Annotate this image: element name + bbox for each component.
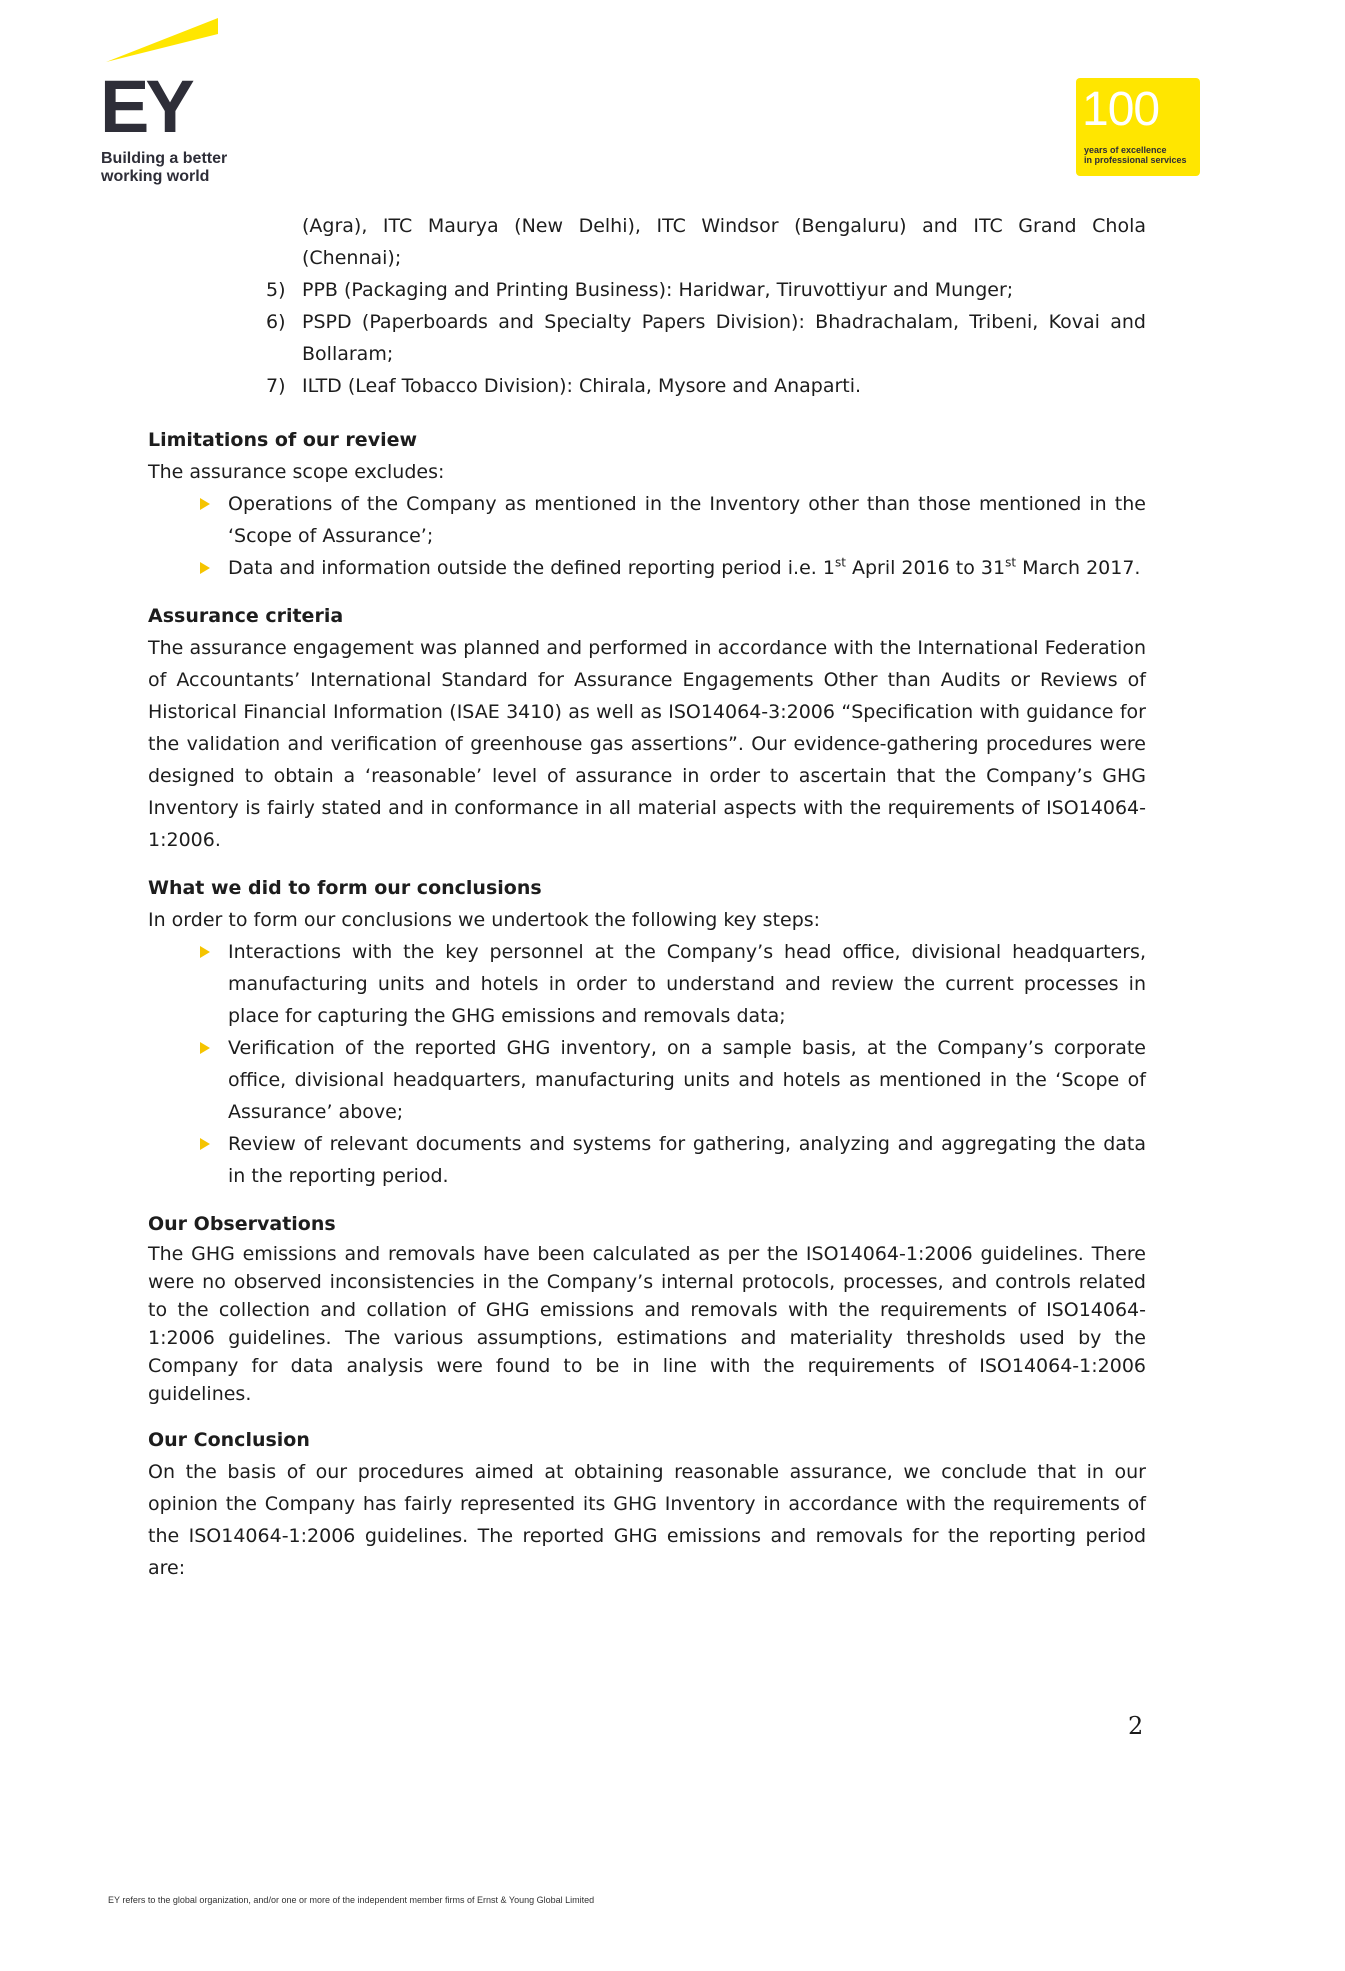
steps-section bbox=[148, 872, 1146, 1192]
superscript: st bbox=[834, 555, 846, 570]
tagline-line-2: working world bbox=[101, 168, 210, 185]
page-number: 2 bbox=[1128, 1712, 1144, 1740]
section-intro: The assurance scope excludes: bbox=[148, 461, 445, 483]
locations-list bbox=[148, 210, 1146, 402]
ey-beam-icon bbox=[100, 18, 220, 66]
observations-section bbox=[148, 1208, 1146, 1408]
section-paragraph: The assurance engagement was planned and performed in accordance with the International Federation of Accountants’ International Standard for Assurance Engagements Other than Audits or Reviews of Historical Financial Information (ISAE 3410) as well as ISO14064-3:2006 “Specification with guidance for the validation and verification of greenhouse gas assertions”. Our evidence-gathering procedures were designed to obtain a ‘reasonable’ level of assurance in order to ascertain that the Company’s GHG Inventory is fairly stated and in conformance in all material aspects with the requirements of ISO14064-1:2006. bbox=[148, 637, 1146, 851]
badge-caption-line-2: in professional services bbox=[1084, 155, 1187, 165]
section-intro: In order to form our conclusions we undertook the following key steps: bbox=[148, 909, 821, 931]
document-body bbox=[148, 210, 1146, 1584]
list-item bbox=[302, 210, 1146, 274]
list-number: 5) bbox=[266, 279, 286, 301]
conclusion-section bbox=[148, 1424, 1146, 1584]
list-item-text: PSPD (Paperboards and Specialty Papers Division): Bhadrachalam, Tribeni, Kovai and Bollaram; bbox=[302, 311, 1146, 365]
steps-list bbox=[148, 936, 1146, 1192]
list-number: 7) bbox=[266, 375, 286, 397]
list-item-text-a: Data and information outside the defined reporting period i.e. 1 bbox=[228, 557, 835, 579]
anniversary-badge bbox=[1076, 78, 1200, 176]
criteria-section bbox=[148, 600, 1146, 856]
list-item-text: Verification of the reported GHG inventory, on a sample basis, at the Company’s corporate office, divisional headquarters, manufacturing units and hotels as mentioned in the ‘Scope of Assurance’ above; bbox=[228, 1037, 1146, 1123]
section-heading: Assurance criteria bbox=[148, 605, 344, 627]
bullet-arrow-icon bbox=[200, 498, 210, 510]
tagline-line-1: Building a better bbox=[101, 150, 228, 167]
ey-logo bbox=[100, 18, 250, 193]
list-item bbox=[228, 552, 1146, 584]
badge-number: 100 bbox=[1082, 83, 1160, 136]
list-item bbox=[266, 306, 1146, 370]
list-item-text: Review of relevant documents and systems for gathering, analyzing and aggregating the data in the reporting period. bbox=[228, 1133, 1146, 1187]
ey-logo-text: EY bbox=[100, 65, 191, 148]
section-paragraph: On the basis of our procedures aimed at obtaining reasonable assurance, we conclude that in our opinion the Company has fairly represented its GHG Inventory in accordance with the requirements of the ISO14064-1:2006 guidelines. The reported GHG emissions and removals for the reporting period are: bbox=[148, 1461, 1146, 1579]
list-item-text-c: March 2017. bbox=[1016, 557, 1141, 579]
list-item-text: (Agra), ITC Maurya (New Delhi), ITC Windsor (Bengaluru) and ITC Grand Chola (Chennai); bbox=[302, 215, 1146, 269]
list-item bbox=[228, 936, 1146, 1032]
list-item-text: Operations of the Company as mentioned in the Inventory other than those mentioned in the ‘Scope of Assurance’; bbox=[228, 493, 1146, 547]
bullet-arrow-icon bbox=[200, 946, 210, 958]
badge-caption-line-1: years of excellence bbox=[1084, 145, 1167, 155]
list-item-text: Interactions with the key personnel at the Company’s head office, divisional headquarters, manufacturing units and hotels in order to understand and review the current processes in place for capturing the GHG emissions and removals data; bbox=[228, 941, 1146, 1027]
list-item bbox=[228, 1128, 1146, 1192]
badge-caption bbox=[1084, 145, 1196, 165]
bullet-arrow-icon bbox=[200, 1042, 210, 1054]
section-heading: Limitations of our review bbox=[148, 429, 418, 451]
list-item-text-b: April 2016 to 31 bbox=[845, 557, 1006, 579]
list-item-text: ILTD (Leaf Tobacco Division): Chirala, Mysore and Anaparti. bbox=[302, 375, 862, 397]
list-item bbox=[228, 1032, 1146, 1128]
footer-disclaimer: EY refers to the global organization, and/or one or more of the independent member firms of Ernst & Young Global Limited bbox=[108, 1895, 595, 1905]
bullet-arrow-icon bbox=[200, 1138, 210, 1150]
list-item bbox=[266, 370, 1146, 402]
list-item bbox=[266, 274, 1146, 306]
list-number: 6) bbox=[266, 311, 286, 333]
limitations-list bbox=[148, 488, 1146, 584]
superscript: st bbox=[1005, 555, 1017, 570]
section-paragraph: The GHG emissions and removals have been calculated as per the ISO14064-1:2006 guidelines. There were no observed inconsistencies in the Company’s internal protocols, processes, and controls related to the collection and collation of GHG emissions and removals with the requirements of ISO14064-1:2006 guidelines. The various assumptions, estimations and materiality thresholds used by the Company for data analysis were found to be in line with the requirements of ISO14064-1:2006 guidelines. bbox=[148, 1243, 1146, 1405]
section-heading: Our Conclusion bbox=[148, 1429, 310, 1451]
section-heading: What we did to form our conclusions bbox=[148, 877, 542, 899]
ey-tagline bbox=[101, 150, 281, 186]
list-item-text: PPB (Packaging and Printing Business): Haridwar, Tiruvottiyur and Munger; bbox=[302, 279, 1014, 301]
section-heading: Our Observations bbox=[148, 1213, 336, 1235]
limitations-section bbox=[148, 424, 1146, 584]
list-item bbox=[228, 488, 1146, 552]
bullet-arrow-icon bbox=[200, 562, 210, 574]
